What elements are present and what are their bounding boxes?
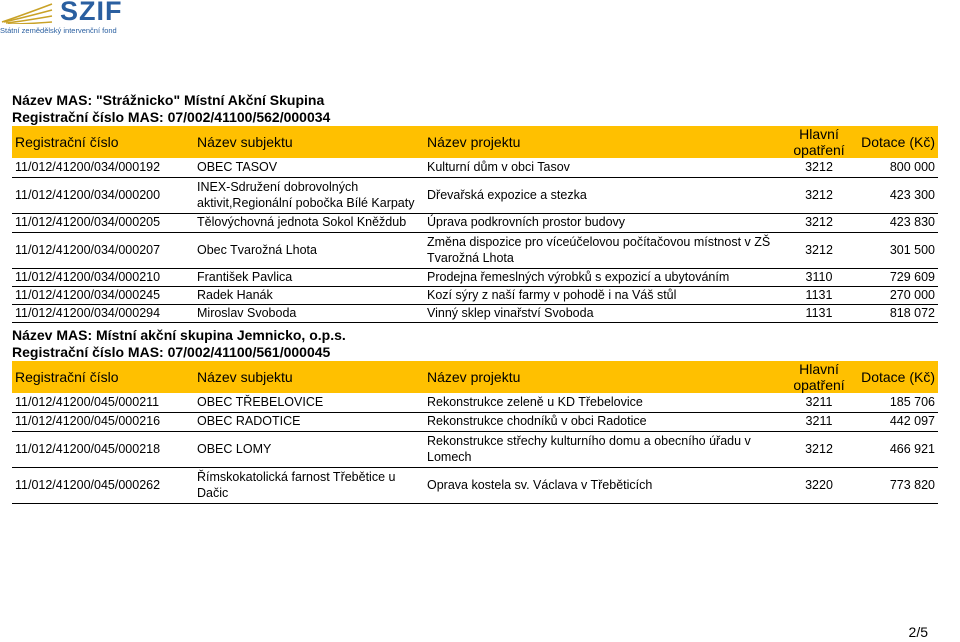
cell-amount: 729 609 (854, 268, 938, 286)
mas-name: Název MAS: "Strážnicko" Místní Akční Skupina (12, 92, 325, 108)
page-number: 2/5 (908, 624, 928, 640)
cell-amount: 800 000 (854, 158, 938, 177)
cell-measure: 3212 (784, 431, 854, 467)
cell-project: Rekonstrukce střechy kulturního domu a obecního úřadu v Lomech (424, 431, 784, 467)
cell-amount: 442 097 (854, 412, 938, 431)
table-header-row (12, 126, 938, 158)
table-row (12, 412, 938, 431)
cell-reg: 11/012/41200/045/000211 (12, 393, 194, 412)
col-header-amount: Dotace (Kč) (854, 361, 938, 393)
table-row (12, 304, 938, 322)
cell-subject: OBEC TŘEBELOVICE (194, 393, 424, 412)
cell-project: Kozí sýry z naší farmy v pohodě i na Váš stůl (424, 286, 784, 304)
col-header-measure: Hlavní opatření (784, 361, 854, 393)
col-header-project: Název projektu (424, 126, 784, 158)
cell-project: Úprava podkrovních prostor budovy (424, 213, 784, 232)
cell-measure: 3211 (784, 412, 854, 431)
cell-subject: Obec Tvarožná Lhota (194, 232, 424, 268)
cell-project: Oprava kostela sv. Václava v Třeběticích (424, 467, 784, 503)
table-row (12, 268, 938, 286)
col-header-reg: Registrační číslo (12, 361, 194, 393)
logo-subtitle: Státní zemědělský intervenční fond (0, 26, 117, 35)
cell-measure: 1131 (784, 286, 854, 304)
cell-measure: 3220 (784, 467, 854, 503)
cell-measure: 3211 (784, 393, 854, 412)
cell-measure: 3212 (784, 232, 854, 268)
col-header-project: Název projektu (424, 361, 784, 393)
projects-table (12, 126, 938, 323)
cell-reg: 11/012/41200/034/000207 (12, 232, 194, 268)
table-row (12, 158, 938, 177)
cell-subject: OBEC LOMY (194, 431, 424, 467)
cell-project: Dřevařská expozice a stezka (424, 177, 784, 213)
cell-subject: Tělovýchovná jednota Sokol Kněždub (194, 213, 424, 232)
cell-project: Rekonstrukce chodníků v obci Radotice (424, 412, 784, 431)
cell-project: Vinný sklep vinařství Svoboda (424, 304, 784, 322)
mas-registration: Registrační číslo MAS: 07/002/41100/561/000045 (12, 344, 331, 360)
cell-amount: 423 830 (854, 213, 938, 232)
col-header-subject: Název subjektu (194, 361, 424, 393)
table-row (12, 286, 938, 304)
cell-subject: INEX-Sdružení dobrovolných aktivit,Regionální pobočka Bílé Karpaty (194, 177, 424, 213)
cell-project: Kulturní dům v obci Tasov (424, 158, 784, 177)
cell-amount: 301 500 (854, 232, 938, 268)
cell-amount: 270 000 (854, 286, 938, 304)
projects-table (12, 361, 938, 504)
cell-reg: 11/012/41200/034/000205 (12, 213, 194, 232)
cell-subject: OBEC RADOTICE (194, 412, 424, 431)
cell-amount: 818 072 (854, 304, 938, 322)
cell-subject: František Pavlica (194, 268, 424, 286)
wheat-logo-icon (0, 2, 54, 24)
page-header (0, 0, 960, 42)
table-header-row (12, 361, 938, 393)
cell-amount: 185 706 (854, 393, 938, 412)
mas-name: Název MAS: Místní akční skupina Jemnicko, o.p.s. (12, 327, 346, 343)
cell-subject: Radek Hanák (194, 286, 424, 304)
table-row (12, 232, 938, 268)
mas-registration: Registrační číslo MAS: 07/002/41100/562/000034 (12, 109, 331, 125)
szif-logo (0, 0, 130, 42)
table-row (12, 431, 938, 467)
cell-amount: 466 921 (854, 431, 938, 467)
cell-subject: Římskokatolická farnost Třebětice u Dačic (194, 467, 424, 503)
cell-reg: 11/012/41200/034/000294 (12, 304, 194, 322)
mas-section-jemnicko (12, 327, 938, 504)
table-row (12, 393, 938, 412)
cell-reg: 11/012/41200/045/000216 (12, 412, 194, 431)
cell-reg: 11/012/41200/034/000210 (12, 268, 194, 286)
logo-text: SZIF (60, 0, 123, 26)
cell-amount: 773 820 (854, 467, 938, 503)
cell-measure: 3110 (784, 268, 854, 286)
cell-project: Rekonstrukce zeleně u KD Třebelovice (424, 393, 784, 412)
cell-reg: 11/012/41200/034/000245 (12, 286, 194, 304)
cell-amount: 423 300 (854, 177, 938, 213)
col-header-subject: Název subjektu (194, 126, 424, 158)
cell-measure: 1131 (784, 304, 854, 322)
table-row (12, 213, 938, 232)
table-row (12, 467, 938, 503)
cell-subject: OBEC TASOV (194, 158, 424, 177)
cell-measure: 3212 (784, 158, 854, 177)
mas-section-strasnicko (12, 92, 938, 323)
col-header-reg: Registrační číslo (12, 126, 194, 158)
col-header-measure: Hlavní opatření (784, 126, 854, 158)
table-row (12, 177, 938, 213)
cell-reg: 11/012/41200/034/000200 (12, 177, 194, 213)
cell-project: Prodejna řemeslných výrobků s expozicí a ubytováním (424, 268, 784, 286)
cell-reg: 11/012/41200/034/000192 (12, 158, 194, 177)
cell-reg: 11/012/41200/045/000262 (12, 467, 194, 503)
cell-measure: 3212 (784, 213, 854, 232)
cell-subject: Miroslav Svoboda (194, 304, 424, 322)
cell-measure: 3212 (784, 177, 854, 213)
cell-project: Změna dispozice pro víceúčelovou počítačovou místnost v ZŠ Tvarožná Lhota (424, 232, 784, 268)
cell-reg: 11/012/41200/045/000218 (12, 431, 194, 467)
col-header-amount: Dotace (Kč) (854, 126, 938, 158)
